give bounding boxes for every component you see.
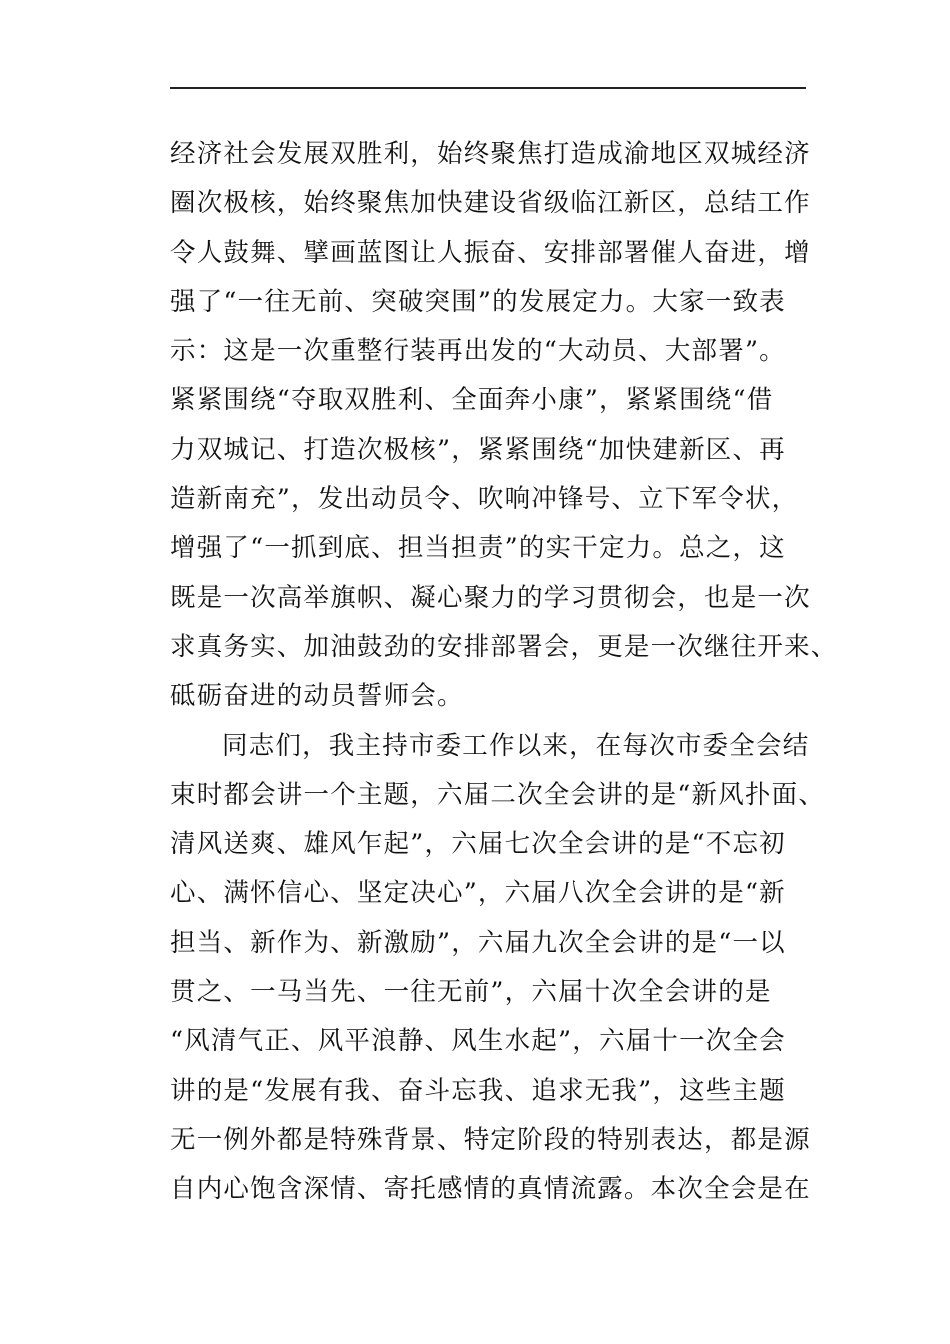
text-line: 贯之、一马当先、一往无前”，六届十次全会讲的是: [170, 977, 772, 1008]
paragraph-2: [170, 722, 826, 1215]
text-line: 经济社会发展双胜利，始终聚焦打造成渝地区双城经济: [170, 139, 811, 169]
paragraph-1: [170, 130, 838, 722]
text-line: 求真务实、加油鼓劲的安排部署会，更是一次继往开来、: [170, 631, 838, 662]
text-line: 增强了“一抓到底、担当担责”的实干定力。总之，这: [170, 533, 786, 564]
text-line: 紧紧围绕“夺取双胜利、全面奔小康”，紧紧围绕“借: [170, 385, 774, 416]
header-rule: [170, 87, 806, 89]
text-line: 自内心饱含深情、寄托感情的真情流露。本次全会是在: [170, 1174, 811, 1205]
text-line: 砥砺奋进的动员誓师会。: [170, 681, 464, 712]
text-line: 既是一次高举旗帜、凝心聚力的学习贯彻会，也是一次: [170, 582, 811, 613]
text-line: 讲的是“发展有我、奋斗忘我、追求无我”，这些主题: [170, 1075, 786, 1106]
text-line: 力双城记、打造次极核”，紧紧围绕“加快建新区、再: [170, 434, 786, 465]
text-line: 示：这是一次重整行装再出发的“大动员、大部署”。: [170, 336, 786, 367]
text-line: 令人鼓舞、擘画蓝图让人振奋、安排部署催人奋进，增: [170, 237, 811, 268]
text-line: 担当、新作为、新激励”，六届九次全会讲的是“一以: [170, 927, 786, 958]
text-line: 无一例外都是特殊背景、特定阶段的特别表达，都是源: [170, 1124, 811, 1155]
text-line: “风清气正、风平浪静、风生水起”，六届十一次全会: [170, 1026, 786, 1057]
text-line: 圈次极核，始终聚焦加快建设省级临江新区，总结工作: [170, 188, 811, 219]
text-line: 强了“一往无前、突破突围”的发展定力。大家一致表: [170, 286, 786, 317]
text-line: 同志们，我主持市委工作以来，在每次市委全会结: [222, 730, 810, 761]
text-line: 清风送爽、雄风乍起”，六届七次全会讲的是“不忘初: [170, 829, 786, 860]
text-line: 心、满怀信心、坚定决心”，六届八次全会讲的是“新: [170, 878, 786, 909]
text-line: 束时都会讲一个主题，六届二次全会讲的是“新风扑面、: [170, 779, 826, 810]
text-line: 造新南充”，发出动员令、吹响冲锋号、立下军令状，: [170, 484, 799, 515]
body-text: [170, 130, 838, 1215]
